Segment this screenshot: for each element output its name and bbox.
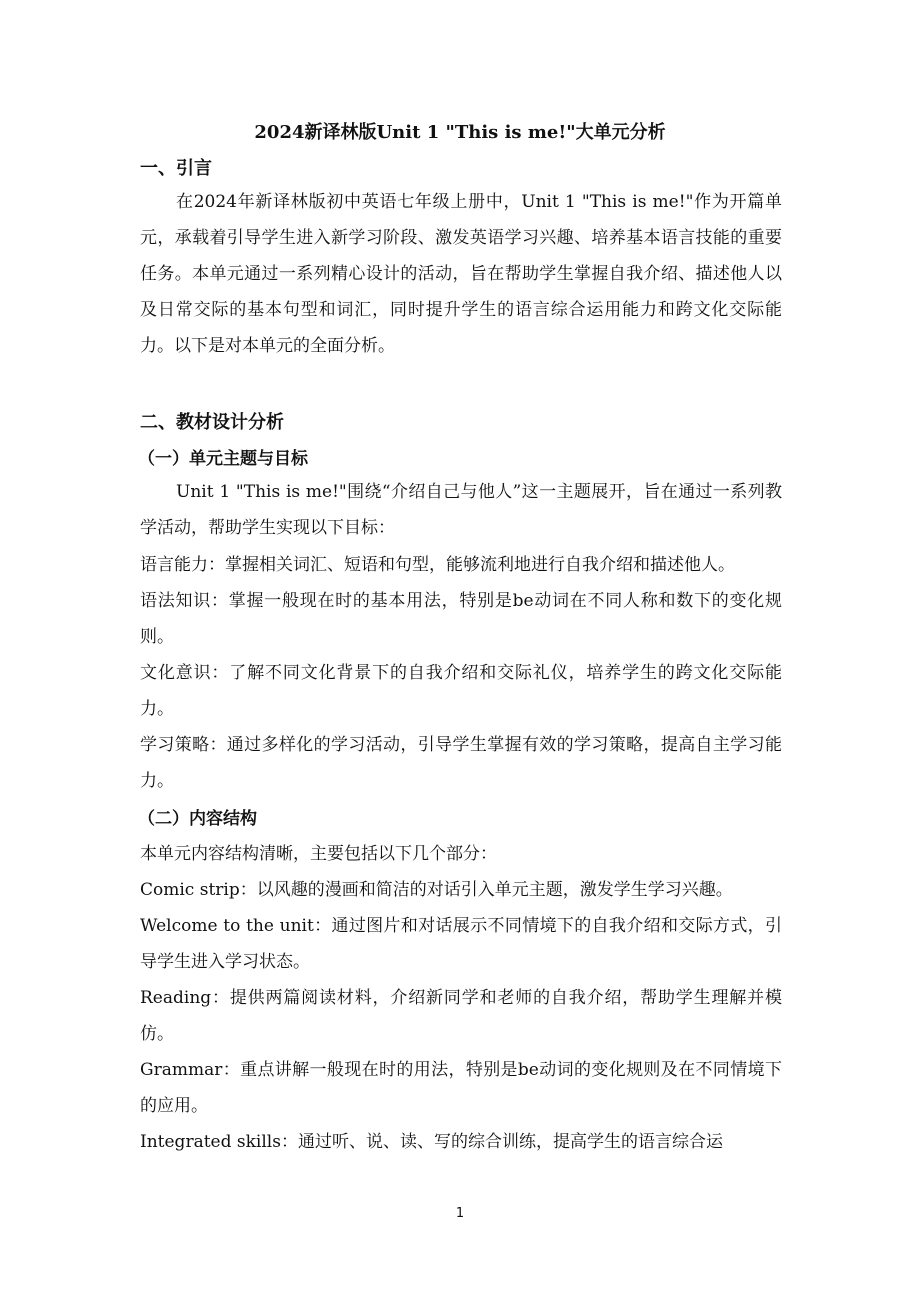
subsection-heading-content-structure: （二）内容结构 [138,809,257,829]
intro-paragraph: 在2024年新译林版初中英语七年级上册中，Unit 1 "This is me!"作为开篇单元，承载着引导学生进入新学习阶段、激发英语学习兴趣、培养基本语言技能的重要任务。本单元通过一系列精心设计的活动，旨在帮助学生掌握自我介绍、描述他人以及日常交际的基本句型和词汇，同时提升学生的语言综合运用能力和跨文化交际能力。以下是对本单元的全面分析。 [140,192,782,356]
page-number: 1 [455,1206,465,1221]
theme-intro-paragraph: Unit 1 "This is me!"围绕“介绍自己与他人”这一主题展开，旨在通过一系列教学活动，帮助学生实现以下目标： [140,482,782,538]
goal-language-ability: 语言能力：掌握相关词汇、短语和句型，能够流利地进行自我介绍和描述他人。 [140,555,735,575]
goal-grammar-knowledge: 语法知识：掌握一般现在时的基本用法，特别是be动词在不同人称和数下的变化规则。 [140,591,782,647]
subsection-heading-theme-goals: （一）单元主题与目标 [138,449,308,469]
section-heading-intro: 一、引言 [140,158,212,179]
part-reading: Reading：提供两篇阅读材料，介绍新同学和老师的自我介绍，帮助学生理解并模仿。 [140,988,782,1044]
section-heading-textbook-design: 二、教材设计分析 [140,412,284,433]
document-title: 2024新译林版Unit 1 "This is me!"大单元分析 [254,122,666,143]
part-grammar: Grammar：重点讲解一般现在时的用法，特别是be动词的变化规则及在不同情境下的应用。 [140,1060,782,1116]
goal-learning-strategy: 学习策略：通过多样化的学习活动，引导学生掌握有效的学习策略，提高自主学习能力。 [140,735,782,791]
goal-cultural-awareness: 文化意识：了解不同文化背景下的自我介绍和交际礼仪，培养学生的跨文化交际能力。 [140,663,782,719]
part-welcome-to-the-unit: Welcome to the unit：通过图片和对话展示不同情境下的自我介绍和交际方式，引导学生进入学习状态。 [140,916,782,972]
part-comic-strip: Comic strip：以风趣的漫画和简洁的对话引入单元主题，激发学生学习兴趣。 [140,880,733,900]
structure-intro: 本单元内容结构清晰，主要包括以下几个部分： [140,844,497,864]
part-integrated-skills: Integrated skills：通过听、说、读、写的综合训练，提高学生的语言综合运 [140,1132,723,1152]
